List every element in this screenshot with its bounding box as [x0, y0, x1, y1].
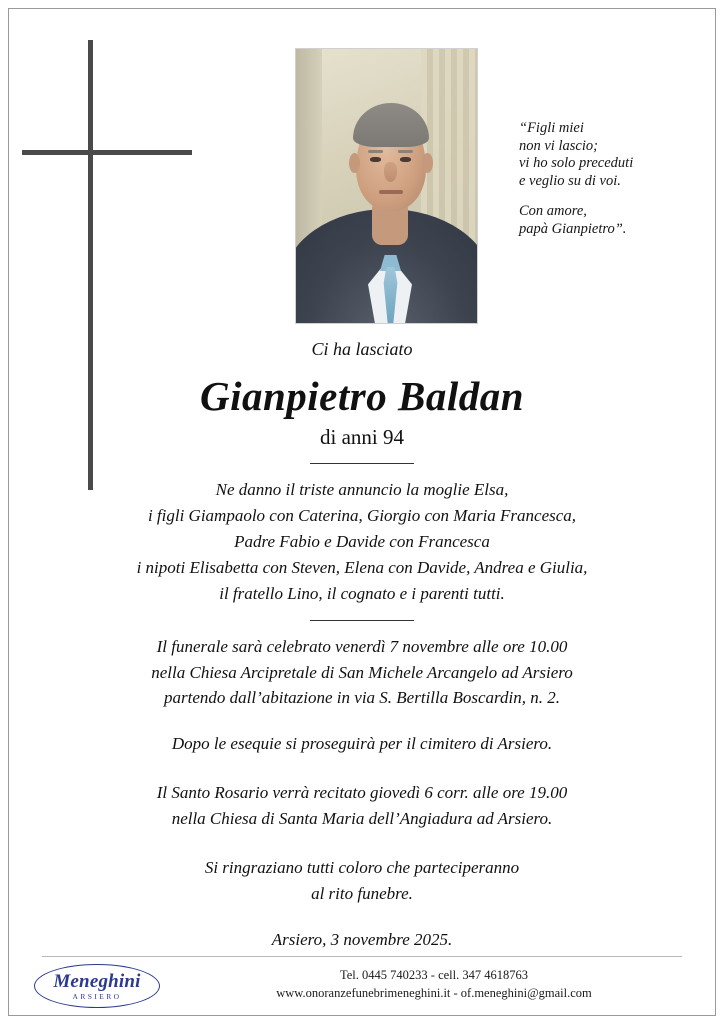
photo-nose	[384, 162, 397, 182]
funeral-line: partendo dall’abitazione in via S. Bertilla Boscardin, n. 2.	[163, 688, 560, 707]
spacer	[110, 831, 614, 855]
quote-paragraph	[519, 120, 699, 190]
photo-eyebrow-right	[398, 150, 413, 153]
portrait-photo-image	[296, 49, 477, 323]
family-announcement	[110, 477, 614, 607]
thanks-note	[110, 855, 614, 906]
page-footer	[8, 956, 716, 1016]
thanks-line: Si ringraziano tutti coloro che parteciperanno	[204, 858, 520, 877]
deceased-name: Gianpietro Baldan	[199, 373, 525, 419]
intro-text: Ci ha lasciato	[311, 339, 413, 359]
photo-ear-left	[349, 153, 360, 173]
memorial-quote	[519, 120, 699, 238]
photo-mouth	[379, 190, 403, 194]
photo-ear-right	[422, 153, 433, 173]
cemetery-note: Dopo le esequie si proseguirà per il cimitero di Arsiero.	[171, 733, 553, 753]
deceased-age: di anni 94	[320, 425, 404, 449]
funeral-details	[110, 634, 614, 711]
rosary-line: nella Chiesa di Santa Maria dell’Angiadura ad Arsiero.	[171, 808, 553, 828]
footer-website-email: www.onoranzefunebrimeneghini.it - of.meneghini@gmail.com	[276, 986, 592, 1000]
place-and-date: Arsiero, 3 novembre 2025.	[271, 930, 453, 949]
quote-signature-line: papà Gianpietro”.	[519, 220, 627, 237]
photo-hair	[353, 103, 429, 147]
photo-eye-right	[400, 157, 411, 162]
rosary-details	[110, 780, 614, 831]
quote-signature-line: Con amore,	[519, 203, 587, 219]
logo-brand-name: Meneghini	[53, 971, 141, 992]
cross-horizontal-bar	[22, 150, 192, 155]
quote-line: e veglio su di voi.	[519, 172, 621, 189]
divider-rule-bottom	[310, 620, 414, 621]
thanks-line: al rito funebre.	[311, 883, 413, 903]
funeral-line: nella Chiesa Arcipretale di San Michele Arcangelo ad Arsiero	[151, 662, 573, 682]
spacer	[110, 756, 614, 780]
rosary-line: Il Santo Rosario verrà recitato giovedì 6 corr. alle ore 19.00	[156, 783, 568, 802]
footer-contact-info	[178, 966, 690, 1002]
family-line: i figli Giampaolo con Caterina, Giorgio con Maria Francesca,	[147, 506, 577, 525]
spacer	[110, 711, 614, 731]
announcement-body	[110, 338, 614, 950]
family-line: i nipoti Elisabetta con Steven, Elena con Davide, Andrea e Giulia,	[136, 558, 588, 577]
family-line: Ne danno il triste annuncio la moglie Elsa,	[215, 480, 509, 499]
footer-divider	[42, 956, 682, 957]
quote-line: vi ho solo preceduti	[519, 155, 634, 171]
quote-signature	[519, 203, 699, 238]
divider-rule-top	[310, 463, 414, 464]
company-logo	[34, 962, 160, 1010]
photo-eyebrow-left	[368, 150, 383, 153]
family-line: il fratello Lino, il cognato e i parenti tutti.	[219, 584, 505, 603]
footer-phone: Tel. 0445 740233 - cell. 347 4618763	[340, 968, 528, 982]
family-line: Padre Fabio e Davide con Francesca	[234, 532, 490, 551]
funeral-line: Il funerale sarà celebrato venerdì 7 novembre alle ore 10.00	[156, 637, 568, 656]
quote-line: “Figli miei	[519, 120, 584, 136]
portrait-photo	[295, 48, 478, 324]
logo-location-label: ARSIERO	[72, 992, 122, 1001]
cross-vertical-bar	[88, 40, 93, 490]
spacer	[110, 906, 614, 930]
quote-line: non vi lascio;	[519, 137, 598, 154]
photo-eye-left	[370, 157, 381, 162]
